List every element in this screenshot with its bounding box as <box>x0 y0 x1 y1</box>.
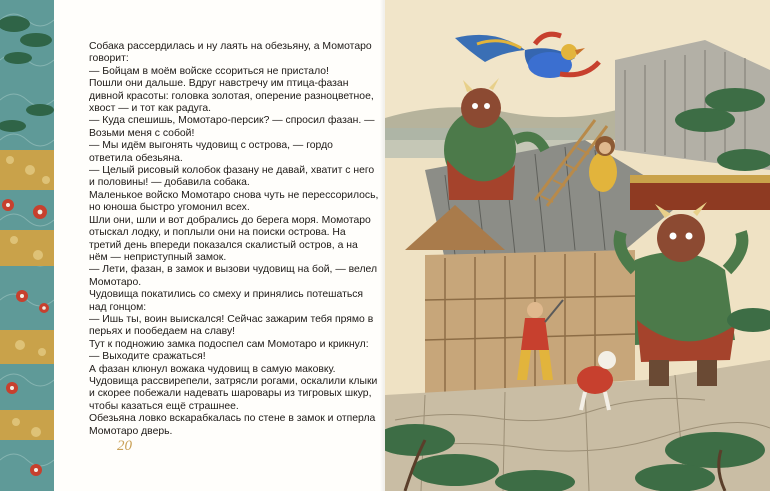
paragraph: Маленькое войско Момотаро снова чуть не перессорилось, но юноша быстро угомонил всех. <box>89 189 379 214</box>
paragraph: — Мы идём выгонять чудовищ с острова, — гордо ответила обезьяна. <box>89 140 333 164</box>
paragraph: Тут к подножию замка подоспел сам Момотаро и крикнул: <box>89 338 369 350</box>
paragraph: — Целый рисовый колобок фазану не давай, хватит с него и половины! — добавила собака. <box>89 165 375 189</box>
paragraph: А фазан клюнул вожака чудовищ в самую маковку. <box>89 363 336 375</box>
castle-wall-beam <box>630 180 770 210</box>
text-page <box>54 0 384 491</box>
paragraph: Собака рассердилась и ну лаять на обезьяну, а Момотаро говорит: <box>89 41 372 65</box>
paragraph: — Выходите сражаться! <box>89 351 206 363</box>
paragraph: — Куда спешишь, Момотаро-персик? — спросил фазан. — Возьми меня с собой! <box>89 115 375 139</box>
paragraph: Обезьяна ловко вскарабкалась по стене в замок и отперла Момотаро дверь. <box>89 413 376 437</box>
paragraph: Чудовища рассвирепели, затрясли рогами, оскалили клыки и скорее побежали надевать шаровары из тигровых шкур, чтобы казаться ещё страшнее. <box>89 375 378 412</box>
paragraph: Пошли они дальше. Вдруг навстречу им птица-фазан дивной красоты: головка золотая, оперение разноцветное, хвост — и тот как радуга. <box>89 78 374 115</box>
castle-battle-illustration <box>385 0 770 491</box>
story-text <box>89 41 379 438</box>
paragraph: — Лети, фазан, в замок и вызови чудовищ на бой, — велел Момотаро. <box>89 264 378 288</box>
paragraph: Чудовища покатились со смеху и принялись потешаться над гонцом: <box>89 289 364 313</box>
decorative-border <box>0 0 54 491</box>
paragraph: — Бойцам в моём войске ссориться не пристало! <box>89 65 329 77</box>
paragraph: Шли они, шли и вот добрались до берега моря. Момотаро отыскал лодку, и поплыли они на поиски острова. На третий день впереди показался скалистый остров, а на нём — неприступный замок. <box>89 214 371 263</box>
paragraph: — Ишь ты, воин выискался! Сейчас зажарим тебя прямо в перьях и пообедаем на славу! <box>89 313 374 338</box>
pattern-border-art <box>0 0 54 491</box>
page-number: 20 <box>117 438 132 454</box>
illustration <box>385 0 770 491</box>
